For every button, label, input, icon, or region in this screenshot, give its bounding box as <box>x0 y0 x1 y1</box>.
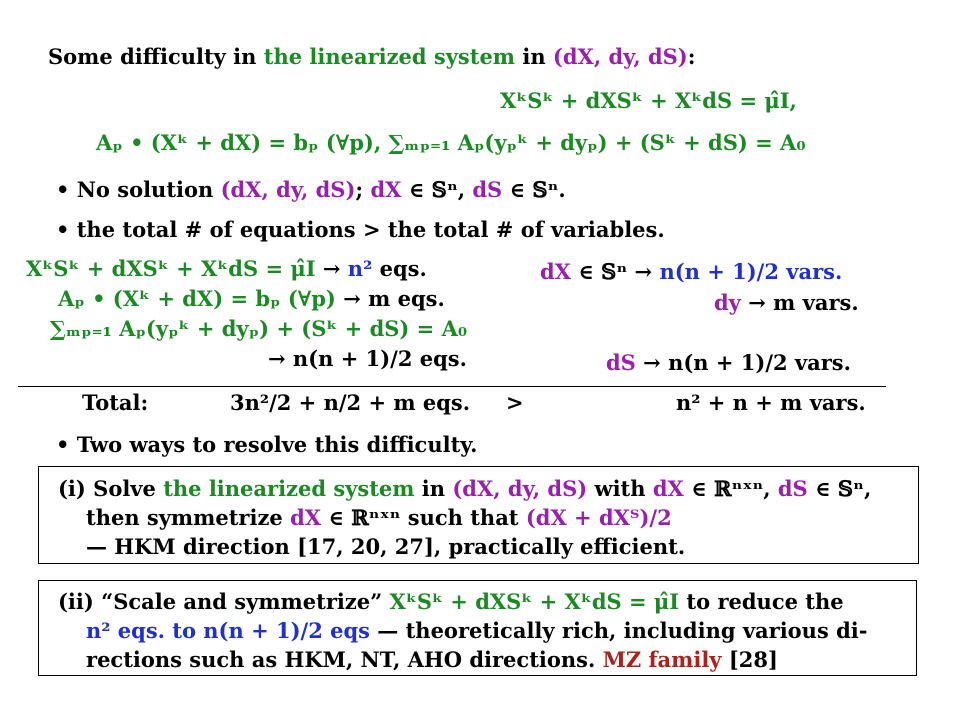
method-i-with: with <box>594 476 646 501</box>
table-eq-dual: ∑ₘₚ₌₁ Aₚ(yₚᵏ + dyₚ) + (Sᵏ + dS) = A₀ <box>50 316 468 341</box>
total-vars: n² + n + m vars. <box>676 390 866 415</box>
method-i-ds-space: ∈ 𝕊ⁿ, <box>815 476 872 501</box>
method-ii-equation: XᵏSᵏ + dXSᵏ + XᵏdS = μ̂I <box>389 589 680 614</box>
table-left-row-2 <box>58 286 445 312</box>
table-right-row-3 <box>606 350 851 376</box>
heading-colon: : <box>687 44 696 69</box>
method-i-ds: dS <box>777 476 808 501</box>
table-dy: dy <box>714 290 741 315</box>
equation-2: Aₚ • (Xᵏ + dX) = bₚ (∀p), ∑ₘₚ₌₁ Aₚ(yₚᵏ + dyₚ) + (Sᵏ + dS) = A₀ <box>96 130 806 155</box>
table-ds-vars: → n(n + 1)/2 vars. <box>643 350 851 375</box>
method-i-vars: (dX, dy, dS) <box>452 476 588 501</box>
table-right-row-1 <box>540 259 842 285</box>
method-i-such-that: ∈ ℝⁿˣⁿ such that <box>328 505 519 530</box>
bullet-no-solution-text: • No solution <box>56 177 214 202</box>
heading <box>48 44 696 70</box>
method-ii-reduce: to reduce the <box>686 589 844 614</box>
table-arrow: → <box>322 256 341 281</box>
table-dx-space: ∈ 𝕊ⁿ → <box>578 259 653 284</box>
method-ii-rich: — theoretically rich, including various di- <box>377 618 868 643</box>
table-eq-complementarity: XᵏSᵏ + dXSᵏ + XᵏdS = μ̂I <box>26 256 316 281</box>
table-eqs-label: eqs. <box>379 256 427 281</box>
bullet-semicolon: ; <box>355 177 364 202</box>
table-left-row-4: → n(n + 1)/2 eqs. <box>268 346 467 371</box>
method-ii-directions: rections such as HKM, NT, AHO directions. <box>86 647 596 672</box>
bullet-no-solution-vars: (dX, dy, dS) <box>220 177 356 202</box>
method-i-label: (i) Solve <box>58 476 156 501</box>
table-dx: dX <box>540 259 571 284</box>
equation-1: XᵏSᵏ + dXSᵏ + XᵏdS = μ̂I, <box>500 88 797 113</box>
method-i-in: in <box>421 476 446 501</box>
bullet-no-solution <box>56 177 566 203</box>
table-dx-vars: n(n + 1)/2 vars. <box>659 259 843 284</box>
method-i-dx-2: dX <box>290 505 322 530</box>
bullet-count-comparison: • the total # of equations > the total # of variables. <box>56 217 665 242</box>
method-ii-line-1 <box>58 589 844 615</box>
bullet-dx: dX <box>370 177 402 202</box>
table-m-eqs: → m eqs. <box>343 286 445 311</box>
method-i-line-3: — HKM direction [17, 20, 27], practically efficient. <box>86 534 686 559</box>
table-dy-vars: → m vars. <box>748 290 859 315</box>
table-left-row-3 <box>50 316 467 342</box>
method-i-linearized-system: the linearized system <box>163 476 415 501</box>
method-ii-label: (ii) “Scale and symmetrize” <box>58 589 383 614</box>
method-i-dx: dX <box>652 476 684 501</box>
bullet-ds: dS <box>472 177 503 202</box>
method-i-dx-space: ∈ ℝⁿˣⁿ, <box>691 476 771 501</box>
method-ii-citation: [28] <box>728 647 778 672</box>
heading-variables: (dX, dy, dS) <box>552 44 688 69</box>
total-gt: > <box>506 390 524 415</box>
method-ii-line-3 <box>86 647 778 673</box>
method-i-line-2 <box>86 505 672 531</box>
bullet-two-ways: • Two ways to resolve this difficulty. <box>56 432 478 457</box>
bullet-ds-space: ∈ 𝕊ⁿ. <box>509 177 566 202</box>
method-ii-eq-reduction: n² eqs. to n(n + 1)/2 eqs <box>86 618 370 643</box>
table-left-row-1 <box>26 256 427 282</box>
heading-linearized-system: the linearized system <box>263 44 516 69</box>
table-right-row-2 <box>714 290 859 316</box>
method-i-symmetrization: (dX + dXᵀ)/2 <box>525 505 672 530</box>
heading-text: Some difficulty in <box>48 44 257 69</box>
method-ii-mz-family: MZ family <box>602 647 722 672</box>
table-ds: dS <box>606 350 636 375</box>
total-label: Total: <box>82 390 149 415</box>
table-eq-primal: Aₚ • (Xᵏ + dX) = bₚ (∀p) <box>58 286 336 311</box>
method-i-symmetrize: then symmetrize <box>86 505 283 530</box>
table-n-squared: n² <box>347 256 373 281</box>
total-eqs: 3n²/2 + n/2 + m eqs. <box>230 390 471 415</box>
bullet-dx-space: ∈ 𝕊ⁿ, <box>408 177 466 202</box>
table-total-divider <box>18 386 886 387</box>
method-i-line-1 <box>58 476 871 502</box>
method-ii-line-2 <box>86 618 867 644</box>
heading-in: in <box>522 44 546 69</box>
